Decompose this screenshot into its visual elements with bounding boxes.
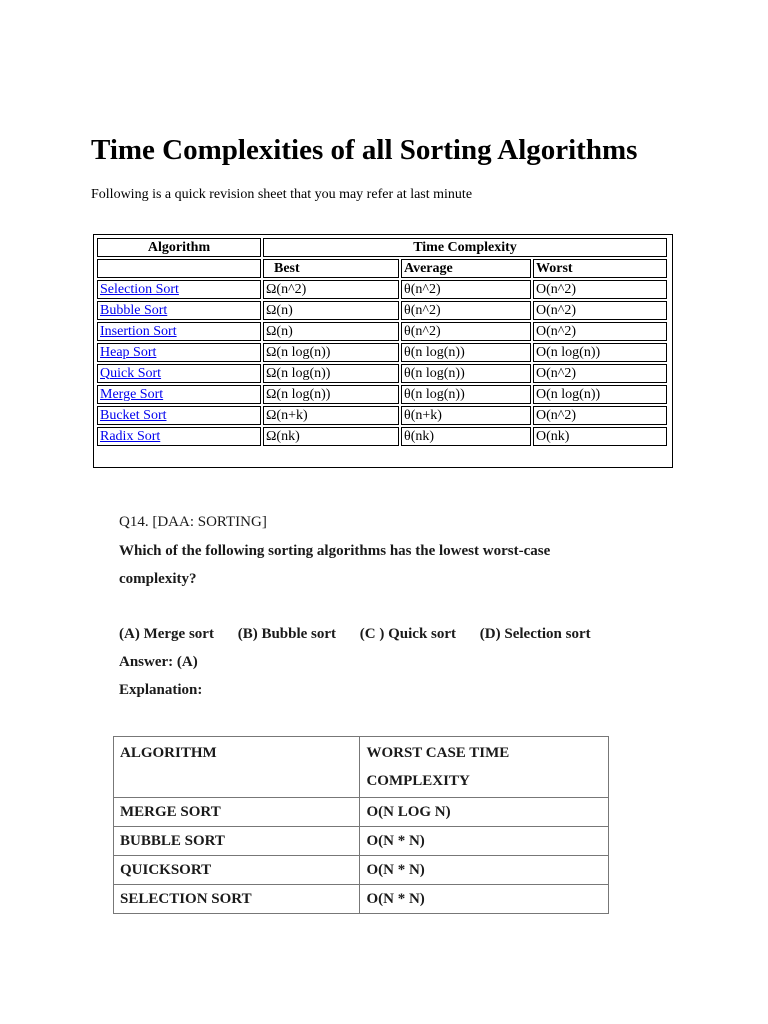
best-cell: Ω(n) [263,301,399,320]
complexity-table [93,234,673,468]
header-complexity-line1: WORST CASE TIME [366,745,510,761]
complexity-table-grid [95,236,669,448]
worst-case-complexity: O(N * N) [360,856,609,885]
average-cell: θ(n log(n)) [401,385,531,404]
header-worst: Worst [533,259,667,278]
worst-case-algorithm: SELECTION SORT [114,885,360,914]
average-cell: θ(nk) [401,427,531,446]
best-cell: Ω(n log(n)) [263,364,399,383]
option-a: (A) Merge sort [119,626,214,642]
best-cell: Ω(n) [263,322,399,341]
worst-case-table [113,736,609,914]
worst-cell: O(n^2) [533,280,667,299]
header-average: Average [401,259,531,278]
question-text-line1: Which of the following sorting algorithms has the lowest worst-case [119,543,551,559]
table-row [97,406,667,425]
worst-case-algorithm: MERGE SORT [114,798,360,827]
table-row [97,301,667,320]
page-title: Time Complexities of all Sorting Algorithms [91,134,638,166]
worst-case-header-complexity [360,737,609,798]
table-row [114,798,609,827]
table-row [114,856,609,885]
worst-cell: O(n^2) [533,322,667,341]
worst-cell: O(n^2) [533,301,667,320]
algorithm-link-insertion-sort[interactable]: Insertion Sort [100,323,177,339]
algorithm-link-radix-sort[interactable]: Radix Sort [100,428,161,444]
header-algorithm: Algorithm [97,238,261,257]
worst-cell: O(n^2) [533,406,667,425]
option-c: (C ) Quick sort [359,626,457,642]
average-cell: θ(n+k) [401,406,531,425]
algorithm-link-selection-sort[interactable]: Selection Sort [100,281,179,297]
table-row [97,322,667,341]
table-row [97,427,667,446]
option-d: (D) Selection sort [479,626,591,642]
best-cell: Ω(n log(n)) [263,385,399,404]
question-options [119,626,611,643]
table-row [97,280,667,299]
worst-case-header-row [114,737,609,798]
worst-cell: O(n^2) [533,364,667,383]
explanation-label: Explanation: [119,682,203,698]
algorithm-link-quick-sort[interactable]: Quick Sort [100,365,162,381]
worst-cell: O(n log(n)) [533,385,667,404]
average-cell: θ(n log(n)) [401,343,531,362]
worst-case-complexity: O(N * N) [360,885,609,914]
worst-case-complexity: O(N LOG N) [360,798,609,827]
worst-case-algorithm: BUBBLE SORT [114,827,360,856]
header-best: Best [263,259,399,278]
worst-cell: O(n log(n)) [533,343,667,362]
header-time-complexity: Time Complexity [263,238,667,257]
header-complexity-line2: COMPLEXITY [366,773,470,789]
worst-cell: O(nk) [533,427,667,446]
algorithm-link-merge-sort[interactable]: Merge Sort [100,386,164,402]
question-text-line2: complexity? [119,571,197,587]
table-row [97,364,667,383]
answer-text: Answer: (A) [119,654,198,670]
option-b: (B) Bubble sort [237,626,337,642]
complexity-header-row [97,238,667,257]
best-cell: Ω(nk) [263,427,399,446]
algorithm-link-heap-sort[interactable]: Heap Sort [100,344,157,360]
question-header: Q14. [DAA: SORTING] [119,514,267,530]
average-cell: θ(n^2) [401,322,531,341]
average-cell: θ(n log(n)) [401,364,531,383]
table-row [97,385,667,404]
subheader-empty [97,259,261,278]
worst-case-algorithm: QUICKSORT [114,856,360,885]
table-row [97,343,667,362]
algorithm-link-bubble-sort[interactable]: Bubble Sort [100,302,168,318]
table-row [114,827,609,856]
best-cell: Ω(n+k) [263,406,399,425]
average-cell: θ(n^2) [401,301,531,320]
table-row [114,885,609,914]
worst-case-complexity: O(N * N) [360,827,609,856]
algorithm-link-bucket-sort[interactable]: Bucket Sort [100,407,167,423]
complexity-subheader-row [97,259,667,278]
intro-text: Following is a quick revision sheet that you may refer at last minute [91,187,473,202]
worst-case-header-algorithm: ALGORITHM [114,737,360,798]
average-cell: θ(n^2) [401,280,531,299]
best-cell: Ω(n log(n)) [263,343,399,362]
best-cell: Ω(n^2) [263,280,399,299]
